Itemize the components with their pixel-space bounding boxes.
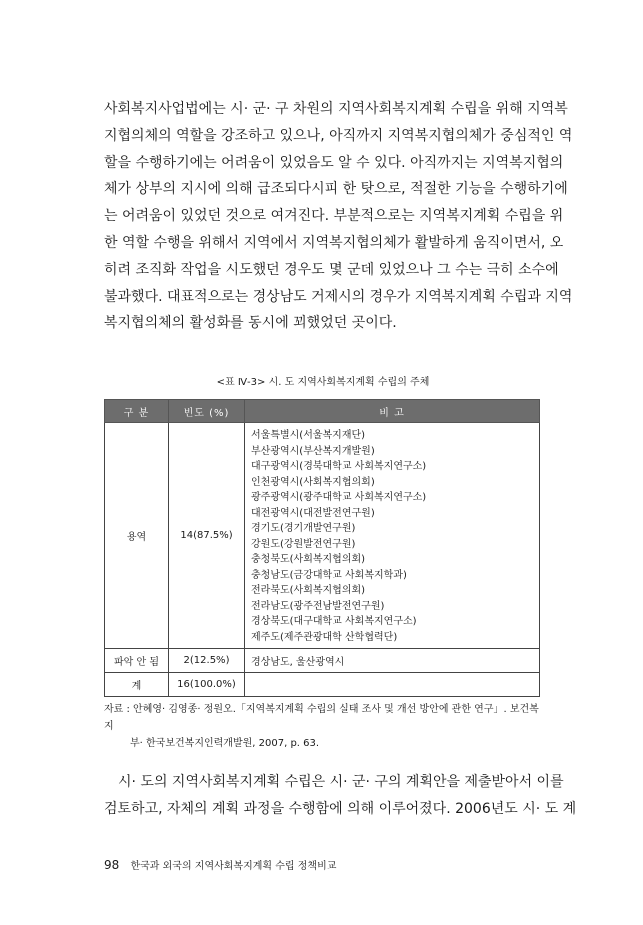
source-line: 부· 한국보건복지인력개발원, 2007, p. 63. [130, 738, 320, 749]
running-title: 한국과 외국의 지역사회복지계획 수립 정책비교 [130, 861, 337, 872]
note-item: 제주도(제주관광대학 산학협력단) [251, 631, 398, 643]
note-item: 전라남도(광주전남발전연구원) [251, 600, 385, 612]
note-item: 인천광역시(사회복지협의회) [251, 476, 375, 488]
cell-frequency: 2(12.5%) [169, 649, 245, 673]
note-item: 서울특별시(서울복지재단) [251, 430, 366, 441]
cell-notes [245, 423, 540, 649]
cell-category: 계 [105, 673, 169, 697]
cell-notes [245, 673, 540, 697]
text-line: 시· 도의 지역사회복지계획 수립은 시· 군· 구의 계획안을 제출받아서 이를 [118, 774, 564, 790]
cell-category: 파악 안 됨 [105, 649, 169, 673]
note-item: 대구광역시(경북대학교 사회복지연구소) [251, 461, 427, 472]
note-item: 부산광역시(부산복지개발원) [251, 445, 375, 457]
note-item: 강원도(강원발전연구원) [251, 538, 356, 550]
table-source [104, 701, 544, 752]
body-paragraph-1 [104, 96, 573, 337]
note-item: 충청북도(사회복지협의회) [251, 554, 366, 565]
cell-frequency: 16(100.0%) [169, 673, 245, 697]
text-line: 한 역할 수행을 위해서 지역에서 지역복지협의체가 활발하게 움직이면서, 오 [104, 234, 564, 251]
note-item: 전라북도(사회복지협의회) [251, 585, 366, 596]
note-item: 경상북도(대구대학교 사회복지연구소) [251, 616, 417, 627]
note-item: 광주광역시(광주대학교 사회복지연구소) [251, 492, 427, 503]
cell-notes: 경상남도, 울산광역시 [245, 649, 540, 673]
table-row [105, 423, 540, 649]
cell-category: 용역 [105, 423, 169, 649]
header-category: 구 분 [105, 400, 169, 423]
note-item: 충청남도(금강대학교 사회복지학과) [251, 569, 407, 581]
table-caption: <표 Ⅳ-3> 시. 도 지역사회복지계획 수립의 주체 [216, 377, 430, 388]
header-notes: 비 고 [245, 400, 540, 423]
source-line: 자료 : 안혜영· 김영종· 정원오.「지역복지계획 수립의 실태 조사 및 개선 방안에 관한 연구」. 보건복지 [104, 704, 539, 732]
table-total-row [105, 673, 540, 697]
text-line: 체가 상부의 지시에 의해 급조되다시피 한 탓으로, 적절한 기능을 수행하기에 [104, 181, 568, 198]
page-footer [104, 857, 336, 872]
page-number: 98 [104, 858, 120, 872]
text-line: 검토하고, 자체의 계획 과정을 수행함에 의해 이루어졌다. 2006년도 시· 도 계 [104, 800, 577, 817]
text-line: 히려 조직화 작업을 시도했던 경우도 몇 군데 있었으나 그 수는 극히 소수에 [104, 261, 559, 278]
text-line: 지협의체의 역할을 강조하고 있으나, 아직까지 지역복지협의체가 중심적인 역 [104, 127, 573, 144]
text-line: 복지협의체의 활성화를 동시에 꾀했었던 곳이다. [104, 315, 397, 332]
text-line: 할을 수행하기에는 어려움이 있었음도 알 수 있다. 아직까지는 지역복지협의 [104, 154, 564, 171]
note-item: 경기도(경기개발연구원) [251, 523, 356, 534]
text-line: 불과했다. 대표적으로는 경상남도 거제시의 경우가 지역복지계획 수립과 지역 [104, 288, 573, 305]
text-line: 는 어려움이 있었던 것으로 여겨진다. 부분적으로는 지역복지계획 수립을 위 [104, 208, 564, 225]
text-line: 사회복지사업법에는 시· 군· 구 차원의 지역사회복지계획 수립을 위해 지역복 [104, 101, 568, 117]
note-item: 대전광역시(대전발전연구원) [251, 507, 375, 519]
table-row [105, 649, 540, 673]
header-frequency: 빈도 (%) [169, 400, 245, 423]
table-header-row [105, 400, 540, 423]
body-paragraph-2 [104, 769, 577, 823]
data-table [104, 399, 540, 697]
cell-frequency: 14(87.5%) [169, 423, 245, 649]
